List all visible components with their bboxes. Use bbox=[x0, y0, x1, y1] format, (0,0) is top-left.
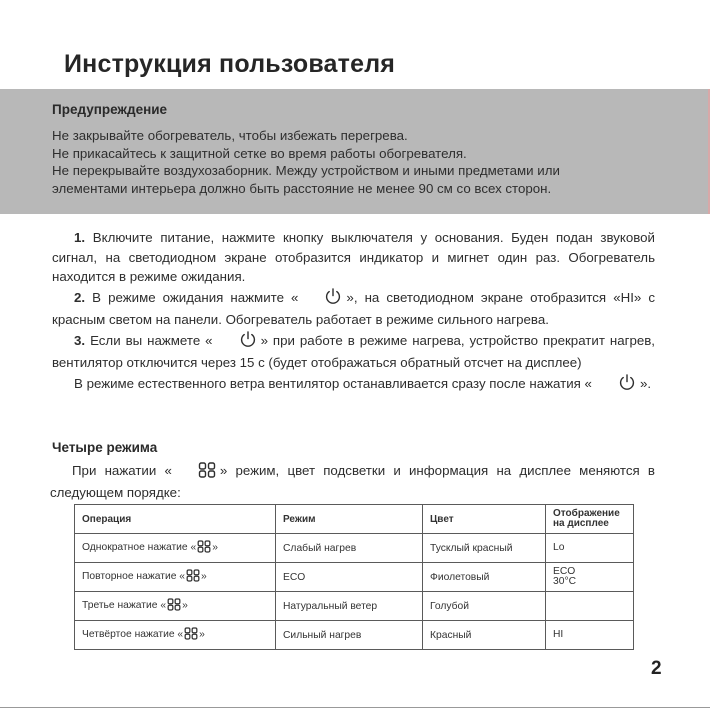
step-text: Если вы нажмете « bbox=[90, 332, 213, 348]
page-title: Инструкция пользователя bbox=[64, 50, 396, 78]
warning-text bbox=[52, 127, 692, 197]
operation-cell: Четвёртое нажатие « » bbox=[75, 621, 276, 650]
display-cell: HI bbox=[546, 621, 634, 650]
operation-cell: Однократное нажатие « » bbox=[75, 534, 276, 563]
step-text: » при работе в режиме нагрева, устройство прекратит нагрев, вентилятор отключится через 15 с (будет отображаться обратный отсчет на дисплее) bbox=[52, 332, 655, 370]
warning-line: элементами интерьера должно быть расстояние не менее 90 см со всех сторон. bbox=[52, 180, 552, 196]
mode-cell: Слабый нагрев bbox=[276, 534, 423, 563]
display-cell bbox=[546, 592, 634, 621]
mode-icon bbox=[197, 540, 211, 556]
step-text: ». bbox=[639, 375, 652, 391]
step-4 bbox=[52, 373, 655, 397]
intro-text: » режим, цвет подсветки и информация на дисплее меняются в следующем порядке: bbox=[50, 463, 655, 500]
step-text: В режиме ожидания нажмите « bbox=[92, 289, 299, 305]
operation-cell: Повторное нажатие « » bbox=[75, 563, 276, 592]
table-row bbox=[75, 621, 634, 650]
table-header-row bbox=[75, 505, 634, 534]
step-1 bbox=[52, 228, 655, 287]
mode-cell: Сильный нагрев bbox=[276, 621, 423, 650]
table-row bbox=[75, 534, 634, 563]
intro-text: При нажатии « bbox=[72, 463, 172, 478]
display-cell: ECO 30°C bbox=[546, 563, 634, 592]
step-text: », на светодиодном экране отобразится «HI» с красным светом на панели. Обогреватель работает в режиме сильного нагрева. bbox=[52, 289, 655, 327]
step-number: 2. bbox=[74, 289, 86, 305]
display-cell: Lo bbox=[546, 534, 634, 563]
step-text: Включите питание, нажмите кнопку выключателя у основания. Буден подан звуковой сигнал, на светодиодном экране отобразится индикатор и мигнет один раз. Обогреватель находится в режиме ожидания. bbox=[52, 230, 655, 284]
mode-cell: ECO bbox=[276, 563, 423, 592]
table-header: Цвет bbox=[423, 505, 546, 534]
step-text: В режиме естественного ветра вентилятор останавливается сразу после нажатия « bbox=[74, 375, 592, 391]
step-2 bbox=[52, 287, 655, 330]
color-cell: Красный bbox=[423, 621, 546, 650]
table-header: Операция bbox=[75, 505, 276, 534]
power-icon bbox=[217, 330, 257, 354]
mode-icon bbox=[186, 569, 200, 585]
step-3 bbox=[52, 330, 655, 373]
mode-icon bbox=[184, 627, 198, 643]
mode-icon bbox=[167, 598, 181, 614]
mode-cell: Натуральный ветер bbox=[276, 592, 423, 621]
modes-intro bbox=[50, 461, 655, 502]
step-number: 1. bbox=[74, 230, 86, 245]
page-number: 2 bbox=[651, 658, 662, 679]
mode-icon bbox=[176, 462, 216, 483]
instructions bbox=[52, 228, 655, 396]
color-cell: Тусклый красный bbox=[423, 534, 546, 563]
table-header: Отображение на дисплее bbox=[546, 505, 634, 534]
bottom-divider bbox=[0, 707, 710, 708]
modes-table bbox=[74, 504, 634, 650]
modes-heading: Четыре режима bbox=[52, 440, 158, 455]
table-row bbox=[75, 592, 634, 621]
warning-line: Не прикасайтесь к защитной сетке во время работы обогревателя. bbox=[52, 145, 467, 161]
color-cell: Фиолетовый bbox=[423, 563, 546, 592]
color-cell: Голубой bbox=[423, 592, 546, 621]
table-row bbox=[75, 563, 634, 592]
step-number: 3. bbox=[74, 332, 86, 348]
warning-line: Не закрывайте обогреватель, чтобы избежать перегрева. bbox=[52, 128, 408, 143]
table-header: Режим bbox=[276, 505, 423, 534]
power-icon bbox=[596, 373, 636, 397]
warning-heading: Предупреждение bbox=[52, 102, 168, 117]
operation-cell: Третье нажатие « » bbox=[75, 592, 276, 621]
warning-line: Не перекрывайте воздухозаборник. Между устройством и иными предметами или bbox=[52, 163, 560, 178]
power-icon bbox=[302, 287, 342, 311]
